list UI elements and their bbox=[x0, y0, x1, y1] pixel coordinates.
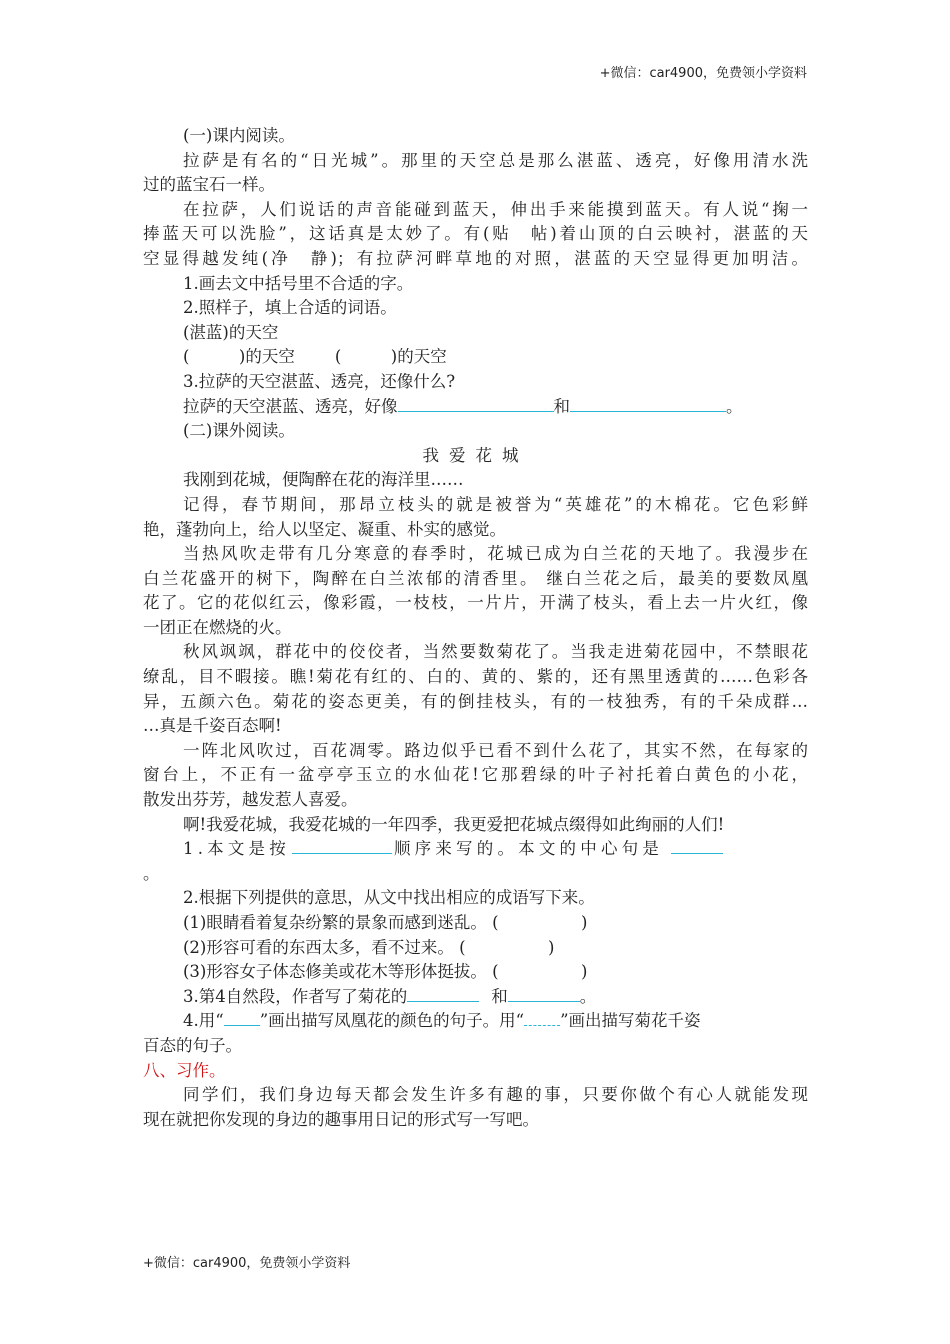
question-3: 3.拉萨的天空湛蓝、透亮，还像什么? bbox=[183, 371, 456, 391]
essay-line: 秋风飒飒，群花中的佼佼者，当然要数菊花了。当我走进菊花园中，不禁眼花 bbox=[183, 642, 808, 662]
question-2-1 bbox=[143, 837, 808, 862]
question-2-2: 2.根据下列提供的意思，从文中找出相应的成语写下来。 bbox=[183, 888, 595, 908]
q3-text: 。 bbox=[579, 986, 597, 1006]
essay-line: 一团正在燃烧的火。 bbox=[143, 617, 292, 637]
page-header-note: +微信：car4900，免费领小学资料 bbox=[599, 66, 807, 81]
q4-text: 4.用“ bbox=[183, 1011, 224, 1031]
question-2: 2.照样子，填上合适的词语。 bbox=[183, 298, 397, 318]
essay-line: 花了。它的花似红云，像彩霞，一枝枝，一片片，开满了枝头，看上去一片火红，像 bbox=[143, 593, 808, 613]
writing-prompt-line: 现在就把你发现的身边的趣事用日记的形式写一写吧。 bbox=[143, 1109, 539, 1129]
essay-line: 白兰花盛开的树下，陶醉在白兰浓郁的清香里。 继白兰花之后，最美的要数凤凰 bbox=[143, 568, 808, 588]
essay-line: 记得，春节期间，那昂立枝头的就是被誉为“英雄花”的木棉花。它色彩鲜 bbox=[183, 494, 808, 514]
answer-end: 。 bbox=[726, 396, 743, 416]
essay-line: 窗台上，不正有一盆亭亭玉立的水仙花!它那碧绿的叶子衬托着白黄色的小花， bbox=[143, 765, 808, 785]
essay-line: 我刚到花城，便陶醉在花的海洋里…… bbox=[183, 470, 464, 490]
wavy-line-sample bbox=[524, 1009, 560, 1026]
question-2-4 bbox=[143, 1009, 808, 1034]
page-footer-note: +微信：car4900，免费领小学资料 bbox=[143, 1256, 351, 1271]
passage-line: 空显得越发纯(净 静)；有拉萨河畔草地的对照，湛蓝的天空显得更加明洁。 bbox=[143, 248, 808, 268]
section-1-title: (一)课内阅读。 bbox=[183, 126, 295, 145]
question-2-1-end: 。 bbox=[143, 863, 160, 883]
question-2-example: (湛蓝)的天空 bbox=[183, 322, 279, 342]
fill-blank-a[interactable]: ( )的天空 bbox=[183, 347, 295, 367]
answer-blank[interactable] bbox=[398, 395, 554, 412]
question-2-2-item: (3)形容女子体态修美或花木等形体挺拔。 ( ) bbox=[183, 962, 588, 982]
passage-line: 捧蓝天可以洗脸”，这话真是太妙了。有(贴 帖)着山顶的白云映衬，湛蓝的天 bbox=[143, 224, 808, 244]
answer-and: 和 bbox=[553, 396, 570, 416]
answer-prefix: 拉萨的天空湛蓝、透亮，好像 bbox=[183, 396, 398, 416]
essay-line: 当热风吹走带有几分寒意的春季时，花城已成为白兰花的天地了。我漫步在 bbox=[183, 544, 808, 564]
question-3-answer-row bbox=[143, 395, 808, 420]
essay-line: 缭乱，目不暇接。瞧!菊花有红的、白的、黄的、紫的，还有黑里透黄的……色彩各 bbox=[143, 667, 808, 687]
answer-blank[interactable] bbox=[407, 985, 479, 1002]
question-2-fill-row bbox=[143, 345, 808, 370]
passage-line: 过的蓝宝石一样。 bbox=[143, 175, 275, 195]
essay-line: 一阵北风吹过，百花凋零。路边似乎已看不到什么花了，其实不然，在每家的 bbox=[183, 740, 808, 760]
q1-text: 顺序来写的。本文的中心句是 bbox=[393, 839, 664, 859]
passage-line: 在拉萨，人们说话的声音能碰到蓝天，伸出手来能摸到蓝天。有人说“掬一 bbox=[183, 199, 808, 219]
answer-blank[interactable] bbox=[508, 985, 580, 1002]
q4-text: ”画出描写菊花千姿 bbox=[560, 1011, 701, 1031]
essay-title: 我爱花城 bbox=[422, 445, 529, 465]
section-8-title: 八、习作。 bbox=[143, 1060, 226, 1080]
q3-text: 3.第4自然段，作者写了菊花的 bbox=[183, 986, 408, 1006]
section-2-title: (二)课外阅读。 bbox=[183, 421, 295, 441]
fill-blank-b[interactable]: ( )的天空 bbox=[334, 347, 447, 367]
writing-prompt-line: 同学们，我们身边每天都会发生许多有趣的事，只要你做个有心人就能发现 bbox=[183, 1085, 808, 1105]
essay-line: …真是千姿百态啊! bbox=[143, 716, 282, 736]
question-2-4-cont: 百态的句子。 bbox=[143, 1035, 242, 1055]
question-2-2-item: (1)眼睛看着复杂纷繁的景象而感到迷乱。 ( ) bbox=[183, 913, 588, 932]
question-1: 1.画去文中括号里不合适的字。 bbox=[183, 273, 414, 293]
q1-text: 1.本文是按 bbox=[183, 839, 290, 859]
answer-blank[interactable] bbox=[570, 395, 726, 412]
answer-blank[interactable] bbox=[292, 837, 392, 854]
worksheet-content bbox=[143, 124, 808, 1132]
essay-line: 散发出芬芳，越发惹人喜爱。 bbox=[143, 790, 358, 810]
essay-line: 啊!我爱花城，我爱花城的一年四季，我更爱把花城点缀得如此绚丽的人们! bbox=[183, 814, 725, 834]
essay-line: 艳，蓬勃向上，给人以坚定、凝重、朴实的感觉。 bbox=[143, 519, 506, 539]
question-2-2-item: (2)形容可看的东西太多，看不过来。 ( ) bbox=[183, 937, 555, 957]
straight-line-sample bbox=[224, 1009, 260, 1026]
question-2-3 bbox=[143, 985, 808, 1010]
answer-blank[interactable] bbox=[671, 837, 723, 854]
q4-text: ”画出描写凤凰花的颜色的句子。用“ bbox=[259, 1011, 525, 1031]
essay-line: 异，五颜六色。菊花的姿态更美，有的倒挂枝头，有的一枝独秀，有的千朵成群… bbox=[143, 691, 808, 711]
passage-line: 拉萨是有名的“日光城”。那里的天空总是那么湛蓝、透亮，好像用清水洗 bbox=[183, 150, 808, 170]
q3-text: 和 bbox=[491, 986, 508, 1006]
